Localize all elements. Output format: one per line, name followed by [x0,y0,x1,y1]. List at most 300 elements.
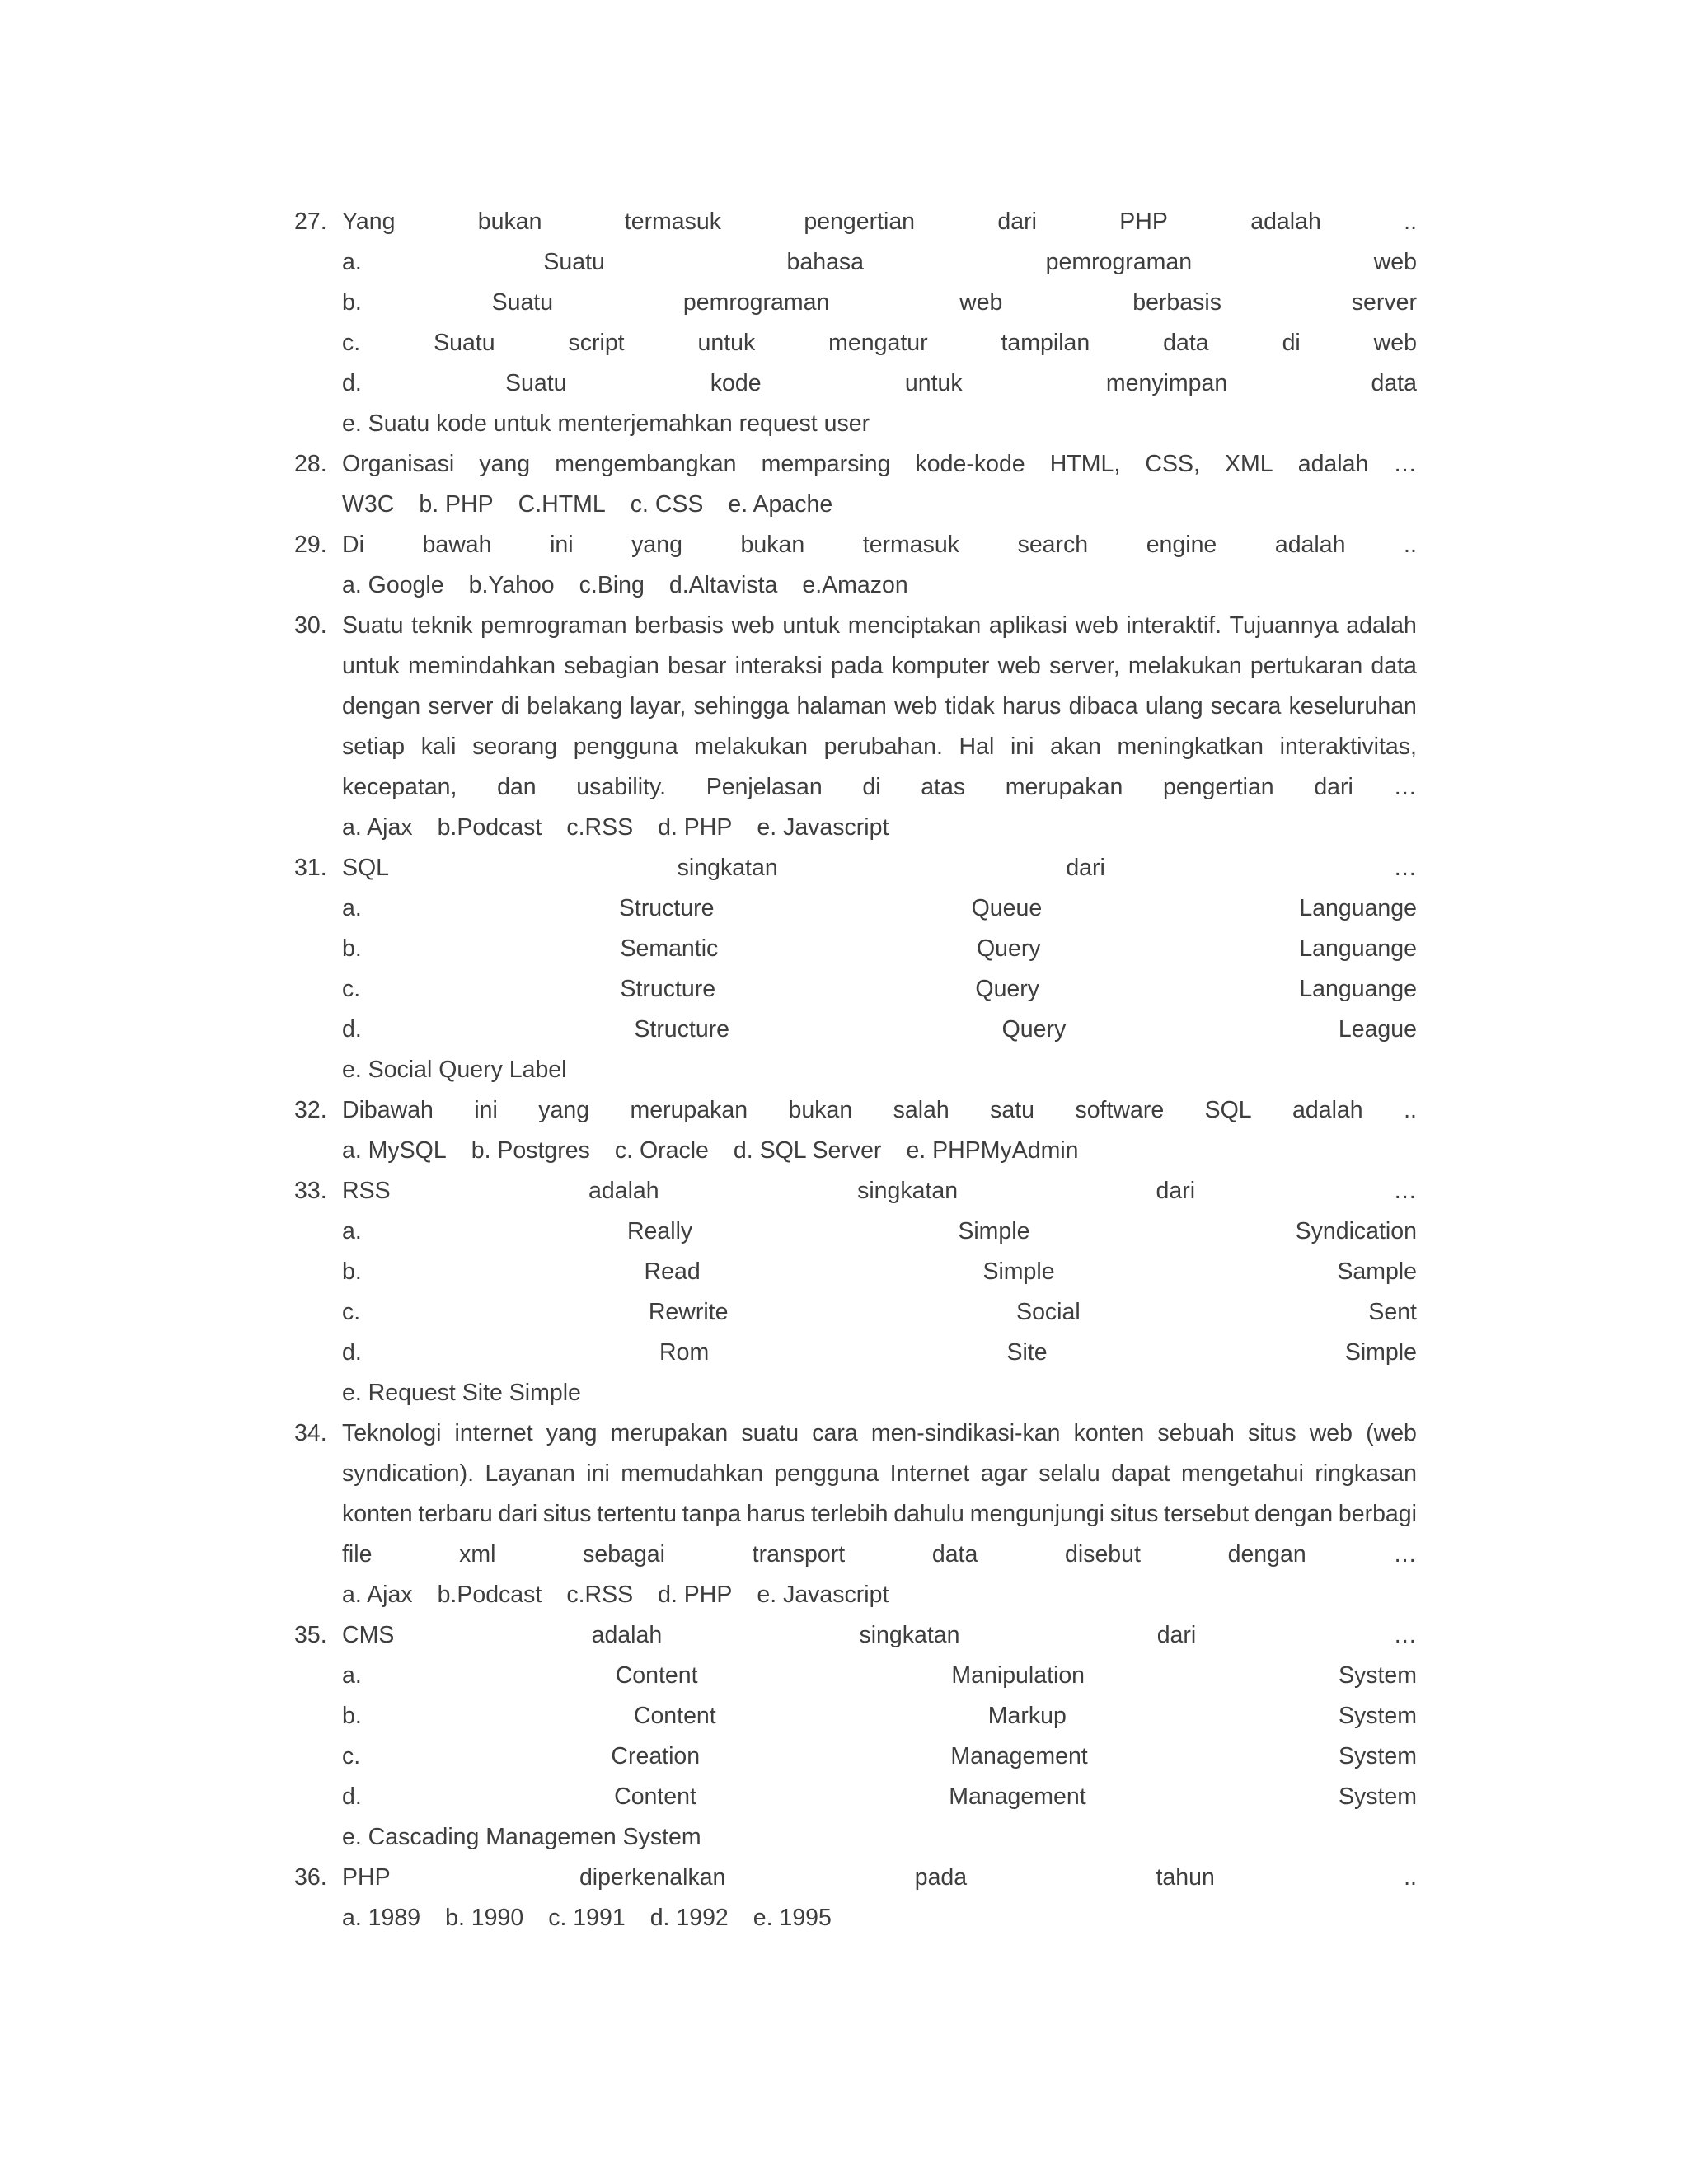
word: pada [914,1864,968,1891]
word: tanpa [682,1501,742,1527]
question-line [342,565,1417,606]
word: Organisasi [342,451,455,477]
question-line [342,363,1417,404]
justified-text [342,525,1417,565]
word: tertentu [597,1501,677,1527]
answer-option: d. PHP [658,1582,733,1608]
word: PHP [1119,209,1168,235]
word: CMS [342,1622,395,1648]
word: dari [1066,855,1105,881]
word: cara [812,1420,858,1446]
word: Semantic [620,935,719,962]
justified-text [342,1777,1417,1817]
word: mengembangkan [555,451,737,477]
word: dan [497,774,537,800]
word: pengertian [1162,774,1274,800]
question-line [342,1373,1417,1413]
question-line [342,1333,1417,1373]
answer-options [342,1898,1417,1938]
word: ini [586,1460,610,1487]
justified-text [342,606,1417,646]
word: satu [990,1097,1035,1123]
word: System [1338,1703,1417,1729]
word: Simple [1344,1339,1417,1366]
answer-option: c.RSS [566,814,634,841]
word: yang [631,532,682,558]
justified-text [342,242,1417,283]
word: Hal [959,733,995,760]
question-line [342,969,1417,1010]
word: interaktif. [1126,612,1222,639]
word: server [428,693,494,719]
answer-option: d. 1992 [649,1905,729,1931]
word: server, [1049,653,1120,679]
word: Management [950,1743,1088,1769]
word: di [862,774,881,800]
word: software [1075,1097,1165,1123]
word: … [1393,1622,1417,1648]
word: data [931,1541,978,1568]
word: web [959,289,1003,316]
word: a. [342,895,362,921]
answer-option: b.Podcast [437,1582,542,1608]
question-line [294,606,1417,646]
question-line [342,687,1417,727]
answer-option: d. PHP [658,814,733,841]
option-text: e. Suatu kode untuk menterjemahkan request user [342,410,870,437]
word: web [1373,330,1417,356]
question-line [342,323,1417,363]
justified-text [342,1090,1417,1131]
answer-option: c. CSS [630,491,704,518]
word: memindahkan [407,653,556,679]
word: dibaca [1068,693,1138,719]
option-text: e. Social Query Label [342,1057,567,1083]
word: … [1393,451,1417,477]
word: singkatan [857,1178,959,1204]
word: Sent [1368,1299,1417,1325]
word: bahasa [786,249,865,275]
word: kali [420,733,457,760]
word: untuk [782,612,841,639]
word: disebut [1065,1541,1141,1568]
word: di [1282,330,1301,356]
word: Sample [1337,1258,1417,1285]
justified-text [342,1333,1417,1373]
word: Teknologi [342,1420,442,1446]
word: .. [1404,1864,1417,1891]
word: data [1163,330,1209,356]
word: PHP [342,1864,391,1891]
word: Query [1001,1016,1067,1043]
question-line [342,767,1417,808]
word: dahulu [893,1501,964,1527]
word: Management [949,1783,1086,1810]
justified-text [342,1171,1417,1212]
word: mengatur [828,330,928,356]
word: SQL [342,855,390,881]
word: a. [342,1218,362,1244]
question-number: 34. [294,1420,327,1446]
justified-text [342,1736,1417,1777]
word: a. [342,249,362,275]
word: usability. [576,774,667,800]
word: adalah [1297,451,1369,477]
word: Dibawah [342,1097,434,1123]
word: konten [1073,1420,1145,1446]
justified-text [342,1696,1417,1736]
word: berbasis [635,612,724,639]
word: keseluruhan [1288,693,1417,719]
question-line [342,1817,1417,1858]
word: merupakan [1005,774,1123,800]
word: diperkenalkan [579,1864,726,1891]
word: Simple [958,1218,1030,1244]
word: xml [459,1541,496,1568]
word: termasuk [624,209,721,235]
word: perubahan. [823,733,943,760]
word: adalah [1292,1097,1363,1123]
word: pada [830,653,884,679]
answer-options [342,808,1417,848]
word: Structure [634,1016,730,1043]
word: berbasis [1132,289,1221,316]
word: ulang [1145,693,1203,719]
question-line [342,1454,1417,1494]
word: a. [342,1662,362,1689]
question-line [342,1777,1417,1817]
justified-text [342,283,1417,323]
option-text: e. Cascading Managemen System [342,1824,701,1850]
justified-text [342,363,1417,404]
justified-text [342,1212,1417,1252]
word: situs [1109,1501,1159,1527]
answer-options [342,485,1417,525]
question-number: 35. [294,1622,327,1648]
justified-text [342,323,1417,363]
question-line [342,1252,1417,1292]
word: untuk [342,653,400,679]
question-line [342,1494,1417,1535]
word: harus [746,1501,806,1527]
word: merupakan [630,1097,748,1123]
justified-text [342,888,1417,929]
word: merupakan [610,1420,729,1446]
question-line [294,1615,1417,1656]
word: d. [342,370,362,396]
word: System [1338,1662,1417,1689]
word: untuk [697,330,756,356]
word: bukan [788,1097,853,1123]
word: SQL [1204,1097,1252,1123]
word: b. [342,935,362,962]
word: … [1393,1178,1417,1204]
word: tahun [1156,1864,1215,1891]
question-line [294,444,1417,485]
answer-option: c. 1991 [548,1905,626,1931]
word: sebagian [564,653,659,679]
word: dari [997,209,1037,235]
word: Suatu [434,330,495,356]
question-line [294,1171,1417,1212]
question-number: 36. [294,1864,327,1891]
justified-text [342,1292,1417,1333]
word: file [342,1541,373,1568]
word: sehingga [693,693,790,719]
justified-text [342,1656,1417,1696]
word: Rewrite [648,1299,729,1325]
question-line [342,1696,1417,1736]
word: Really [626,1218,693,1244]
word: secara [1210,693,1282,719]
justified-text [342,1494,1417,1535]
word: bukan [477,209,542,235]
word: data [1371,653,1417,679]
word: terbaru [418,1501,493,1527]
question-line [342,1535,1417,1575]
justified-text [342,1615,1417,1656]
word: Site [1006,1339,1048,1366]
word: d. [342,1783,362,1810]
word: selalu [1039,1460,1100,1487]
justified-text [342,767,1417,808]
word: Social [1016,1299,1081,1325]
word: yang [479,451,531,477]
word: Suatu [491,289,554,316]
answer-option: a. Ajax [342,1582,413,1608]
word: situs [1247,1420,1296,1446]
word: Creation [611,1743,701,1769]
question-number: 28. [294,451,327,477]
word: HTML, [1049,451,1121,477]
word: web [1075,612,1118,639]
option-text: e. Request Site Simple [342,1380,581,1406]
word: pemrograman [481,612,627,639]
question-number: 27. [294,209,327,235]
word: data [1371,370,1417,396]
word: c. [342,1299,361,1325]
word: singkatan [677,855,778,881]
word: .. [1404,209,1417,235]
answer-options [342,1131,1417,1171]
word: dapat [1111,1460,1170,1487]
word: ini [1010,733,1034,760]
question-line [342,1736,1417,1777]
question-line [342,929,1417,969]
word: Layanan [485,1460,575,1487]
word: adalah [588,1178,659,1204]
word: akan [1050,733,1101,760]
question-line [342,888,1417,929]
justified-text [342,687,1417,727]
word: mengetahui [1180,1460,1304,1487]
word: web [731,612,775,639]
word: melakukan [694,733,809,760]
word: Content [614,1783,696,1810]
answer-option: e. PHPMyAdmin [906,1137,1079,1164]
word: terlebih [811,1501,889,1527]
word: web [1309,1420,1353,1446]
justified-text [342,1010,1417,1050]
justified-text [342,444,1417,485]
word: belakang [527,693,622,719]
word: Tujuannya [1229,612,1339,639]
question-number: 33. [294,1178,327,1204]
word: web [997,653,1041,679]
justified-text [342,646,1417,687]
question-line [342,1212,1417,1252]
word: Internet [889,1460,970,1487]
answer-option: b. 1990 [445,1905,524,1931]
word: dengan [342,693,421,719]
word: adalah [591,1622,663,1648]
word: tidak [945,693,995,719]
justified-text [342,202,1417,242]
word: yang [538,1097,590,1123]
word: (web [1366,1420,1417,1446]
justified-text [342,929,1417,969]
word: adalah [1274,532,1346,558]
word: pengertian [804,209,916,235]
word: sebuah [1157,1420,1235,1446]
word: dari [1314,774,1353,800]
question-line [342,404,1417,444]
word: menciptakan [847,612,982,639]
word: CSS, [1145,451,1200,477]
word: aplikasi [988,612,1067,639]
word: pemrograman [1045,249,1193,275]
answer-option: b.Yahoo [468,572,555,598]
word: kode [710,370,762,396]
word: menyimpan [1105,370,1228,396]
word: dengan [1254,1501,1334,1527]
word: interaksi [734,653,823,679]
question-number: 29. [294,532,327,558]
word: Suatu [505,370,567,396]
word: ini [474,1097,498,1123]
word: Content [615,1662,698,1689]
word: d. [342,1016,362,1043]
word: dengan [1227,1541,1306,1568]
word: meningkatkan [1117,733,1264,760]
question-line [342,646,1417,687]
word: Syndication [1295,1218,1417,1244]
word: Languange [1299,935,1417,962]
answer-option: c.RSS [566,1582,634,1608]
word: men-sindikasi-kan [870,1420,1061,1446]
word: web [894,693,938,719]
answer-option: e. Apache [728,491,833,518]
word: … [1393,855,1417,881]
word: script [568,330,625,356]
word: mengunjungi [969,1501,1104,1527]
word: Content [633,1703,716,1729]
word: .. [1404,1097,1417,1123]
answer-options [342,1575,1417,1615]
word: transport [752,1541,846,1568]
word: situs [542,1501,592,1527]
answer-option: a. Google [342,572,444,598]
word: memparsing [761,451,891,477]
answer-option: a. MySQL [342,1137,447,1164]
word: dari [498,1501,538,1527]
justified-text [342,1535,1417,1575]
word: League [1338,1016,1417,1043]
word: pengguna [774,1460,879,1487]
answer-option: b.Podcast [437,814,542,841]
word: bawah [422,532,492,558]
question-line [342,1050,1417,1090]
answer-option: a. 1989 [342,1905,421,1931]
answer-options [342,565,1417,606]
word: harus [1002,693,1062,719]
question-line [342,283,1417,323]
word: c. [342,330,361,356]
question-number: 30. [294,612,327,639]
word: ini [550,532,574,558]
answer-option: b. Postgres [471,1137,590,1164]
answer-option: C.HTML [518,491,606,518]
word: Languange [1299,895,1417,921]
word: adalah [1346,612,1417,639]
word: Penjelasan [706,774,823,800]
question-line [342,485,1417,525]
word: ringkasan [1315,1460,1417,1487]
justified-text [342,1252,1417,1292]
word: Suatu [543,249,605,275]
question-line [294,1090,1417,1131]
answer-option: c.Bing [579,572,645,598]
word: Rom [659,1339,710,1366]
word: d. [342,1339,362,1366]
word: setiap [342,733,406,760]
word: tampilan [1001,330,1090,356]
question-line [294,1858,1417,1898]
question-number: 31. [294,855,327,881]
word: tersebut [1164,1501,1250,1527]
word: Manipulation [951,1662,1085,1689]
word: dari [1156,1178,1196,1204]
word: … [1393,774,1417,800]
word: teknik [411,612,473,639]
answer-option: d. SQL Server [733,1137,882,1164]
word: yang [546,1420,598,1446]
answer-option: e.Amazon [802,572,908,598]
question-line [342,1292,1417,1333]
word: Structure [618,895,715,921]
answer-option: c. Oracle [614,1137,709,1164]
word: c. [342,1743,361,1769]
question-line [294,1413,1417,1454]
word: agar [980,1460,1028,1487]
word: layar, [630,693,687,719]
word: besar [668,653,727,679]
word: seorang [472,733,558,760]
word: atas [921,774,966,800]
word: suatu [741,1420,799,1446]
word: memudahkan [621,1460,763,1487]
justified-text [342,1413,1417,1454]
word: Query [977,935,1041,962]
word: engine [1146,532,1217,558]
word: search [1017,532,1089,558]
word: dari [1156,1622,1197,1648]
question-line [294,525,1417,565]
word: berbagi [1338,1501,1417,1527]
answer-option: e. Javascript [757,814,889,841]
word: adalah [1250,209,1321,235]
word: pemrograman [682,289,830,316]
